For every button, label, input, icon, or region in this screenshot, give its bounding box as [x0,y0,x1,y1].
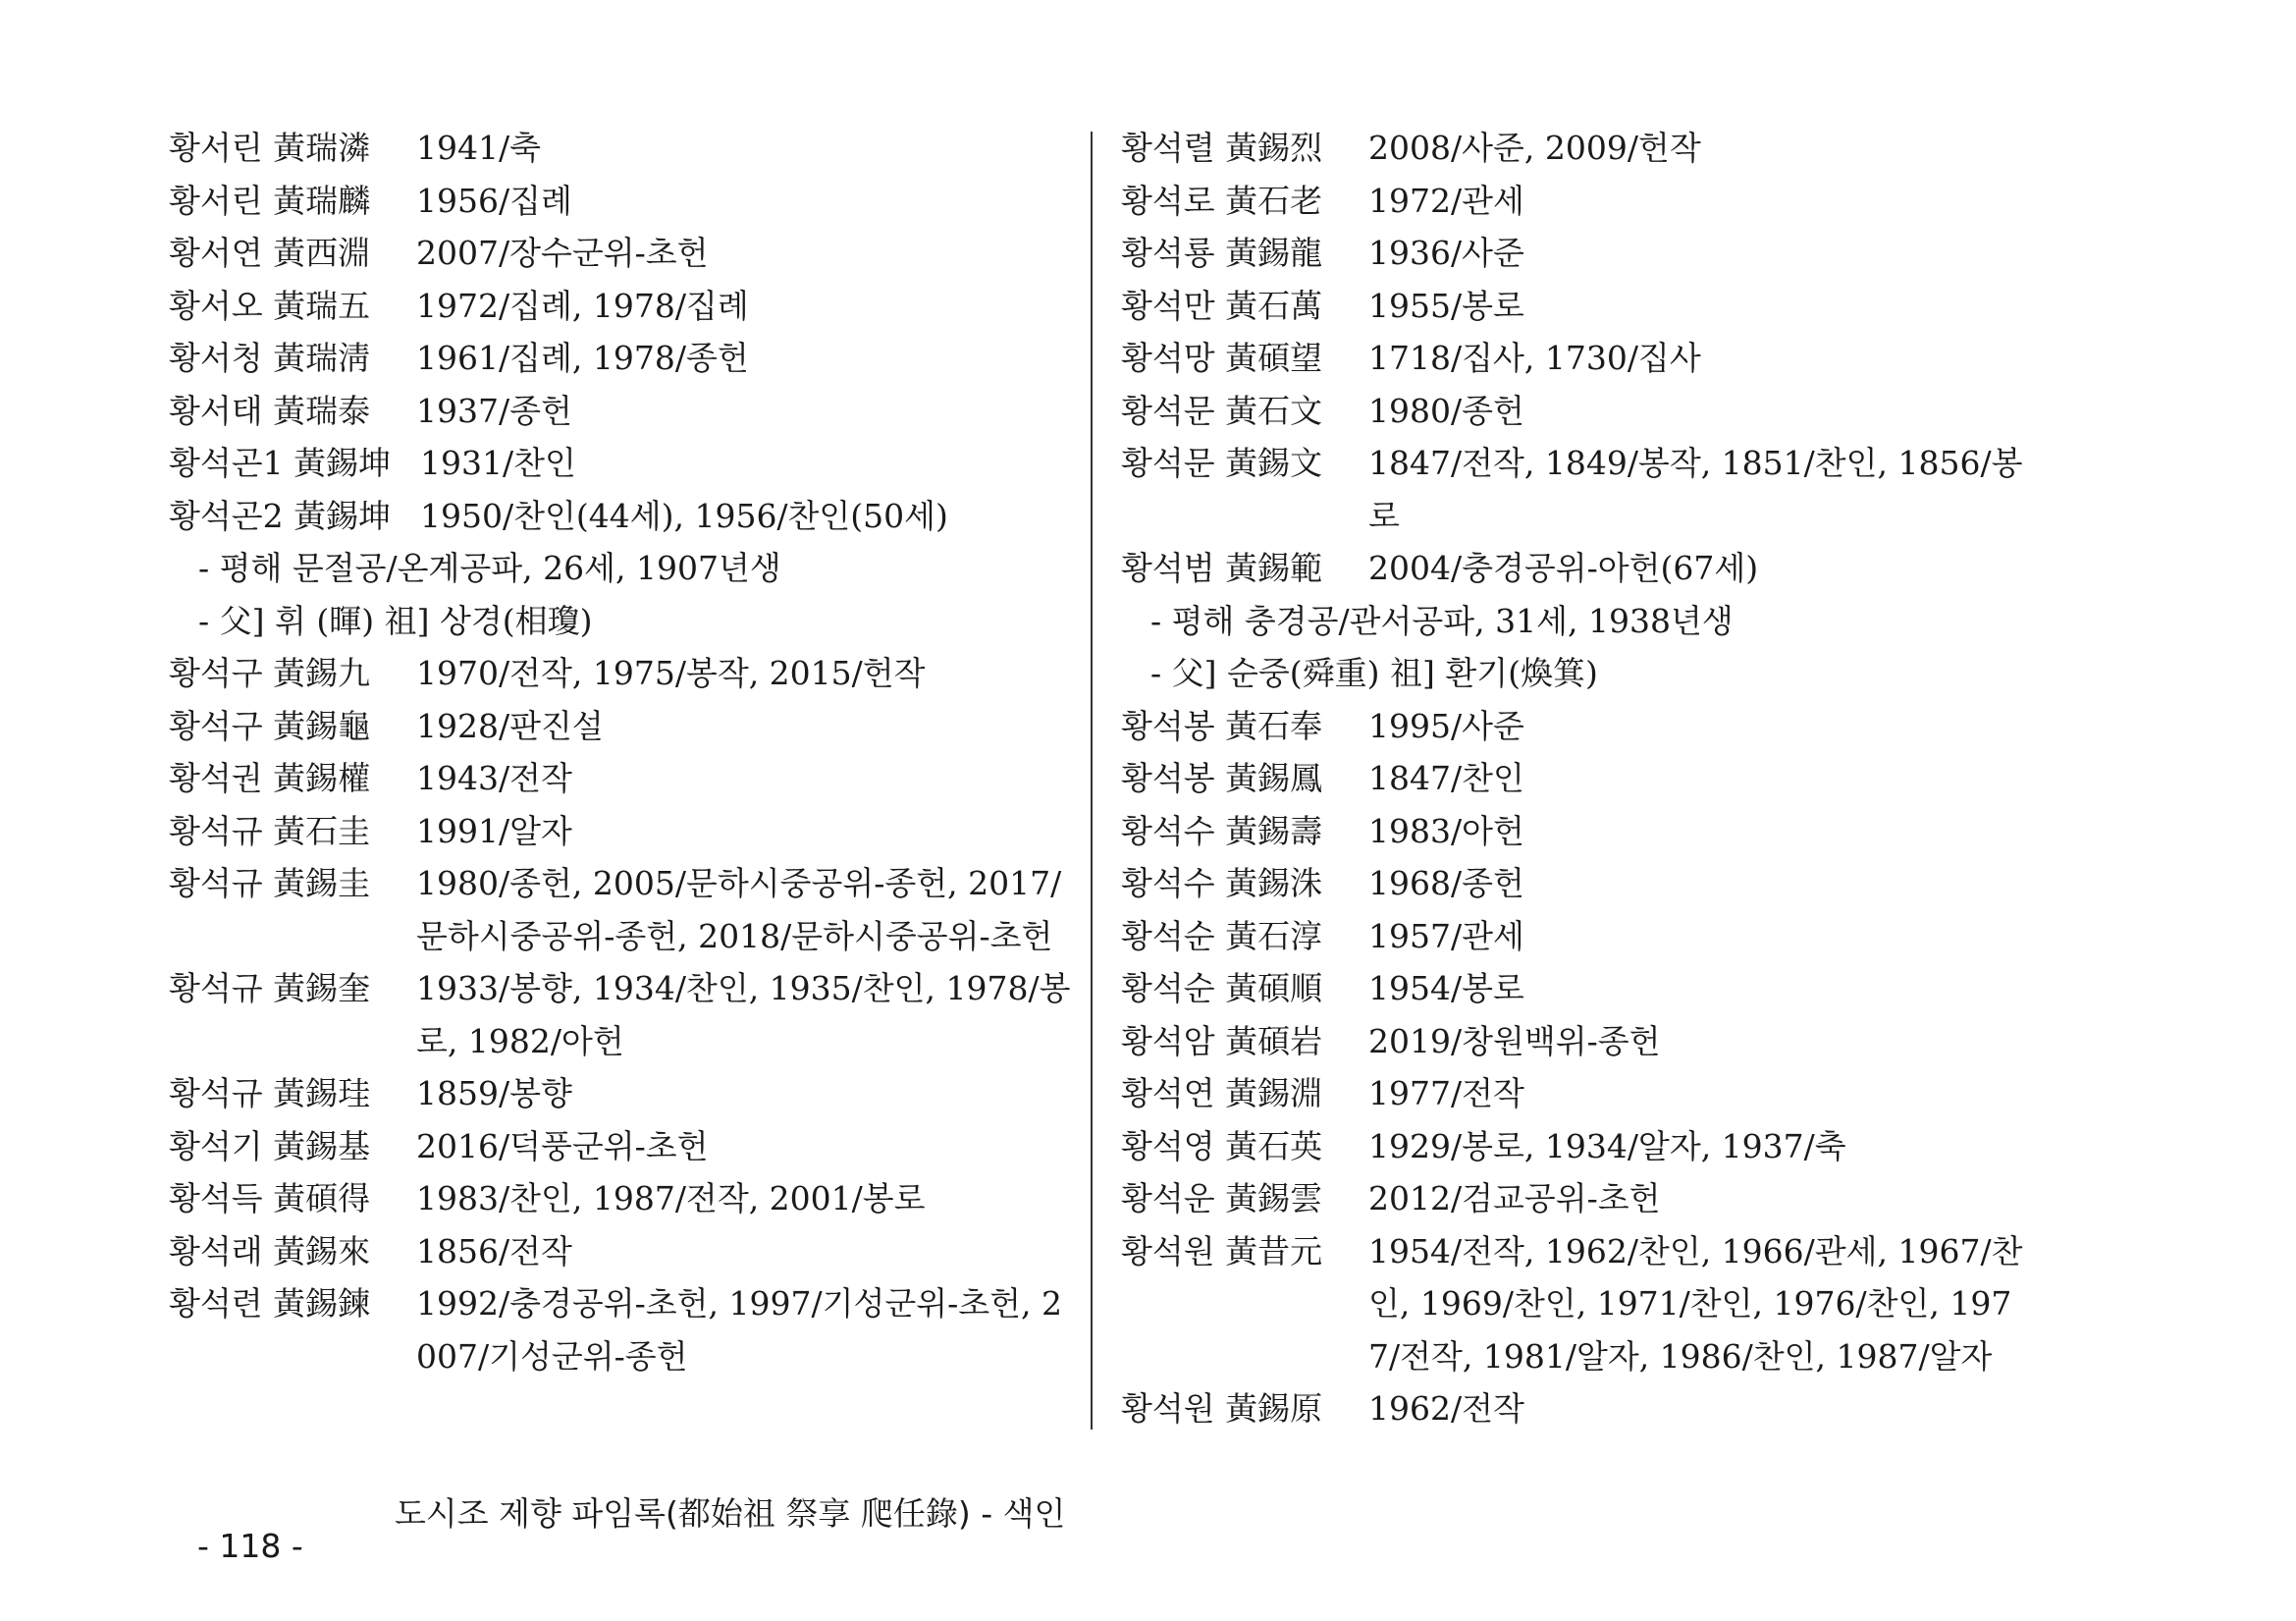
genealogy-note: - 평해 문절공/온계공파, 26세, 1907년생 [198,549,781,587]
index-entry [1121,1120,2034,1173]
entry-records: 1936/사준 [1368,234,1524,272]
entry-records: 1957/관세 [1368,916,1524,955]
index-entry [169,647,1072,700]
entry-records: 1961/집례, 1978/종헌 [416,339,749,377]
index-entry [1121,175,2034,228]
entry-name: 황석순 黃石淳 [1121,916,1323,955]
index-entry [169,962,1072,1067]
index-entry [169,437,1072,490]
entry-name: 황석봉 黃錫鳳 [1121,759,1323,797]
index-entry [169,385,1072,438]
entry-records: 2007/장수군위-초헌 [416,234,709,272]
book-title: 도시조 제향 파임록(都始祖 祭享 爬任錄) - 색인 [395,1494,1066,1533]
index-entry [169,332,1072,385]
index-column-right [1121,122,2034,1435]
entry-records: 2008/사준, 2009/헌작 [1368,129,1701,167]
entry-records: 1950/찬인(44세), 1956/찬인(50세) [420,496,948,535]
index-entry [169,1225,1072,1278]
entry-records: 1847/전작, 1849/봉작, 1851/찬인, 1856/봉로 [1368,444,2023,535]
entry-name: 황석영 黃石英 [1121,1126,1323,1165]
index-entry [1121,700,2034,753]
index-entry [169,1172,1072,1225]
index-entry [1121,1382,2034,1435]
index-entry [169,1277,1072,1382]
entry-records: 1933/봉향, 1934/찬인, 1935/찬인, 1978/봉로, 1982/아헌 [416,969,1071,1060]
entry-records: 1954/전작, 1962/찬인, 1966/관세, 1967/찬인, 1969/찬인, 1971/찬인, 1976/찬인, 1977/전작, 1981/알자, 1986/찬인, 1987/알자 [1368,1231,2023,1376]
entry-name: 황석렬 黃錫烈 [1121,129,1323,167]
index-entry [1121,280,2034,333]
entry-name: 황서린 黃瑞潾 [169,129,371,167]
entry-name: 황서린 黃瑞麟 [169,181,371,220]
index-entry [1121,1067,2034,1120]
entry-records: 1980/종헌 [1368,391,1524,430]
index-entry [1121,1172,2034,1225]
entry-records: 1972/집례, 1978/집례 [416,286,749,325]
entry-records: 1941/축 [416,129,541,167]
entry-name: 황석구 黃錫九 [169,654,371,692]
entry-records: 1929/봉로, 1934/알자, 1937/축 [1368,1126,1846,1165]
index-entry [1121,227,2034,280]
genealogy-note: - 평해 충경공/관서공파, 31세, 1938년생 [1150,601,1734,640]
entry-records: 1983/찬인, 1987/전작, 2001/봉로 [416,1179,926,1217]
index-entry [1121,385,2034,438]
index-entry [1121,1015,2034,1068]
entry-records: 1859/봉향 [416,1074,572,1112]
entry-records: 1983/아헌 [1368,811,1524,850]
genealogy-note: - 父] 휘 (暉) 祖] 상경(相瓊) [198,601,593,640]
page-footer [177,1488,1066,1603]
index-entry [1121,332,2034,385]
index-entry [1121,437,2034,542]
entry-records: 1992/충경공위-초헌, 1997/기성군위-초헌, 2007/기성군위-종헌 [416,1284,1062,1376]
entry-name: 황석수 黃錫壽 [1121,811,1323,850]
column-divider [1091,132,1093,1430]
entry-name: 황석원 黃錫原 [1121,1389,1323,1428]
index-entry [169,490,1072,543]
entry-records: 1972/관세 [1368,181,1524,220]
entry-name: 황석규 黃錫奎 [169,969,371,1007]
entry-name: 황석수 黃錫洙 [1121,864,1323,902]
entry-name: 황석문 黃石文 [1121,391,1323,430]
entry-name: 황서연 黃西淵 [169,234,371,272]
index-entry [169,280,1072,333]
index-entry [169,857,1072,962]
entry-name: 황서오 黃瑞五 [169,286,371,325]
entry-name: 황석규 黃錫珪 [169,1074,371,1112]
entry-name: 황석권 黃錫權 [169,759,371,797]
entry-records: 1718/집사, 1730/집사 [1368,339,1701,377]
entry-name: 황석망 黃碩望 [1121,339,1323,377]
entry-records: 2004/충경공위-아헌(67세) [1368,549,1759,587]
entry-name: 황석곤1 黃錫坤 [169,444,392,482]
entry-name: 황석암 黃碩岩 [1121,1021,1323,1060]
entry-name: 황석만 黃石萬 [1121,286,1323,325]
entry-records: 1847/찬인 [1368,759,1524,797]
entry-records: 1962/전작 [1368,1389,1524,1428]
entry-name: 황석득 黃碩得 [169,1179,371,1217]
entry-records: 1968/종헌 [1368,864,1524,902]
entry-name: 황석규 黃石圭 [169,811,371,850]
entry-name: 황석구 黃錫龜 [169,706,371,745]
entry-name: 황석순 黃碩順 [1121,969,1323,1007]
entry-records: 1954/봉로 [1368,969,1524,1007]
index-entry [1121,857,2034,910]
entry-name: 황서청 黃瑞淸 [169,339,371,377]
entry-name: 황석운 黃錫雲 [1121,1179,1323,1217]
entry-name: 황석기 黃錫基 [169,1126,371,1165]
index-entry [1121,962,2034,1015]
entry-name: 황석봉 黃石奉 [1121,706,1323,745]
entry-name: 황석룡 黃錫龍 [1121,234,1323,272]
entry-name: 황석범 黃錫範 [1121,549,1323,587]
index-entry [169,1120,1072,1173]
entry-name: 황석문 黃錫文 [1121,444,1323,482]
index-entry [169,175,1072,228]
index-entry [169,752,1072,805]
entry-records: 1970/전작, 1975/봉작, 2015/헌작 [416,654,926,692]
index-entry [1121,1225,2034,1383]
entry-name: 황석로 黃石老 [1121,181,1323,220]
index-entry [1121,910,2034,963]
genealogy-note: - 父] 순중(舜重) 祖] 환기(煥箕) [1150,654,1598,692]
entry-records: 1980/종헌, 2005/문하시중공위-종헌, 2017/문하시중공위-종헌, 2018/문하시중공위-초헌 [416,864,1062,955]
index-entry [1121,122,2034,175]
entry-records: 1928/판진설 [416,706,604,745]
entry-records: 2016/덕풍군위-초헌 [416,1126,709,1165]
page-number: - 118 - [196,1527,303,1565]
entry-records: 1943/전작 [416,759,572,797]
entry-name: 황석규 黃錫圭 [169,864,371,902]
entry-name: 황석연 黃錫淵 [1121,1074,1323,1112]
index-entry [169,700,1072,753]
index-entry [169,1067,1072,1120]
index-entry [1121,752,2034,805]
entry-records: 2012/검교공위-초헌 [1368,1179,1661,1217]
entry-name: 황서태 黃瑞泰 [169,391,371,430]
index-entry [1121,542,2034,595]
entry-records: 1991/알자 [416,811,572,850]
entry-records: 2019/창원백위-종헌 [1368,1021,1661,1060]
entry-records: 1931/찬인 [420,444,576,482]
entry-name: 황석원 黃昔元 [1121,1231,1323,1270]
entry-name: 황석련 黃錫鍊 [169,1284,371,1323]
index-entry [1121,805,2034,858]
entry-records: 1955/봉로 [1368,286,1524,325]
entry-name: 황석래 黃錫來 [169,1231,371,1270]
index-column-left [169,122,1072,1382]
entry-records: 1956/집례 [416,181,572,220]
index-entry [169,122,1072,175]
entry-records: 1937/종헌 [416,391,572,430]
entry-records: 1995/사준 [1368,706,1524,745]
entry-records: 1977/전작 [1368,1074,1524,1112]
entry-records: 1856/전작 [416,1231,572,1270]
index-entry [169,227,1072,280]
index-entry [169,805,1072,858]
entry-name: 황석곤2 黃錫坤 [169,496,392,535]
